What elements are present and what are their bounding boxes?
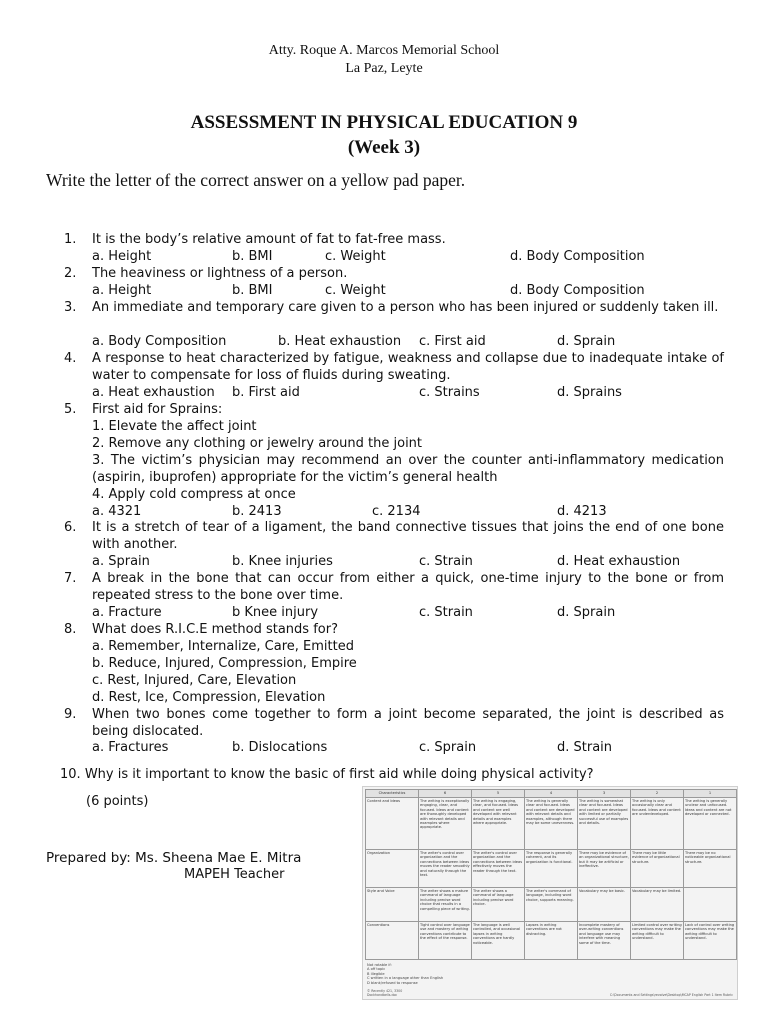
rubric-header-cell: 5 xyxy=(472,790,525,798)
choice-c: c. Weight xyxy=(325,283,386,298)
rubric-header-cell: Characteristics xyxy=(366,790,419,798)
rubric-cell: The writing is engaging, clear, and focused. Ideas and content are well developed with relevant details and examples where appropriate. xyxy=(472,798,525,850)
instruction-text: Write the letter of the correct answer on a yellow pad paper. xyxy=(46,170,466,190)
question-text: A break in the bone that can occur from either a quick, one-time injury to the bone or from repeated stress to the bone over time. xyxy=(92,571,724,603)
choice-b: b. BMI xyxy=(232,249,273,264)
choice-d: d. Body Composition xyxy=(510,249,645,264)
question-number: 9. xyxy=(64,707,77,722)
question-4 xyxy=(64,350,724,384)
question-text: When two bones come together to form a joint become separated, the joint is described as being dislocated. xyxy=(92,707,724,739)
rubric-header-cell: 1 xyxy=(684,790,737,798)
rubric-footer-left xyxy=(367,989,402,997)
choice-d: d. Strain xyxy=(557,740,613,755)
choice-a: a. Fractures xyxy=(92,740,169,755)
rubric-table-image xyxy=(362,786,738,1000)
choice-c: c. First aid xyxy=(419,334,486,349)
question-text: It is a stretch of tear of a ligament, the band connective tissues that joins the end of one bone with another. xyxy=(92,520,724,552)
rubric-note: C written in a language other than English xyxy=(367,976,444,981)
choice-a: a. Heat exhaustion xyxy=(92,385,215,400)
question-text: What does R.I.C.E method stands for? xyxy=(92,622,338,637)
question-8 xyxy=(64,621,724,638)
choice-c: c. 2134 xyxy=(372,504,421,519)
points-label: (6 points) xyxy=(86,794,149,809)
question-number: 7. xyxy=(64,571,77,586)
choice-c: c. Weight xyxy=(325,249,386,264)
question-9 xyxy=(64,706,724,740)
choice-a: a. 4321 xyxy=(92,504,142,519)
choice-b: b. 2413 xyxy=(232,504,282,519)
option-b: b. Reduce, Injured, Compression, Empire xyxy=(92,656,357,671)
teacher-role: MAPEH Teacher xyxy=(184,867,285,882)
rubric-cell: Limited control over writing conventions may make the writing difficult to understand. xyxy=(631,922,684,960)
choice-c: c. Strain xyxy=(419,554,473,569)
choice-b: b. First aid xyxy=(232,385,300,400)
rubric-cell: The writer's control over organization and the connections between ideas moves the reader smoothly and naturally through the text. xyxy=(419,850,472,888)
rubric-cell: Vocabulary may be limited. xyxy=(631,888,684,922)
rubric-cell: The writing is generally clear and focused. Ideas and content are developed with relevant details and examples, although there may be some unevenness. xyxy=(525,798,578,850)
rubric-cell: There may be evidence of an organizational structure, but it may be artificial or ineffective. xyxy=(578,850,631,888)
question-number: 4. xyxy=(64,351,77,366)
rubric-row xyxy=(366,798,737,850)
choice-c: c. Strains xyxy=(419,385,480,400)
option-a: a. Remember, Internalize, Care, Emitted xyxy=(92,639,354,654)
rubric-cell: There may be no noticeable organizational structure. xyxy=(684,850,737,888)
rubric-note: B illegible xyxy=(367,971,385,976)
question-7 xyxy=(64,570,724,604)
rubric-cell: The writing is somewhat clear and focused. Ideas and content are developed with limited or partially successful use of examples and details. xyxy=(578,798,631,850)
choice-d: d. Heat exhaustion xyxy=(557,554,681,569)
question-number: 2. xyxy=(64,266,77,281)
question-number: 10. xyxy=(60,767,81,782)
rubric-header-cell: 4 xyxy=(525,790,578,798)
choice-d: d. Body Composition xyxy=(510,283,645,298)
rubric-cell: Tight control over language use and mastery of writing conventions contribute to the effect of the response. xyxy=(419,922,472,960)
rubric-cell: Incomplete mastery of over-writing conventions and language use may interfere with meaning some of the time. xyxy=(578,922,631,960)
choice-a: a. Fracture xyxy=(92,605,162,620)
rubric-cell: The writer shows a mature command of language including precise word choice that results in a compelling piece of writing. xyxy=(419,888,472,922)
question-1 xyxy=(64,231,724,248)
question-number: 5. xyxy=(64,402,77,417)
choice-c: c. Strain xyxy=(419,605,473,620)
question-6 xyxy=(64,519,724,553)
choice-a: a. Height xyxy=(92,283,152,298)
choice-b: b. Knee injuries xyxy=(232,554,333,569)
step-4: 4. Apply cold compress at once xyxy=(92,487,296,502)
question-number: 8. xyxy=(64,622,77,637)
rubric-note: Not ratable if: xyxy=(367,963,392,967)
rubric-cell: The writer's control over organization and the connections between ideas effectively moves the reader through the text. xyxy=(472,850,525,888)
question-5 xyxy=(64,401,724,418)
choice-a: a. Sprain xyxy=(92,554,150,569)
rubric-cell xyxy=(684,888,737,922)
rubric-cell: Lapses in writing conventions are not distracting. xyxy=(525,922,578,960)
school-location: La Paz, Leyte xyxy=(345,61,423,76)
rubric-header-cell: 2 xyxy=(631,790,684,798)
rubric-cell: The writing is generally unclear and unfocused. Ideas and content are not developed or connected. xyxy=(684,798,737,850)
rubric-row xyxy=(366,922,737,960)
week-label: (Week 3) xyxy=(347,137,421,158)
question-3 xyxy=(64,299,724,316)
rubric-footer-line: © Recently 421, 3300 xyxy=(367,989,403,993)
question-text: First aid for Sprains: xyxy=(92,402,223,417)
step-3: 3. The victim’s physician may recommend an over the counter anti-inflammatory medication (aspirin, ibuprofen) appropriate for the victim’s general health xyxy=(92,453,724,485)
choice-b: b. BMI xyxy=(232,283,273,298)
step-1: 1. Elevate the affect joint xyxy=(92,419,257,434)
question-text: It is the body’s relative amount of fat to fat-free mass. xyxy=(92,232,446,247)
rubric-header-cell: 3 xyxy=(578,790,631,798)
option-c: c. Rest, Injured, Care, Elevation xyxy=(92,673,297,688)
step-2: 2. Remove any clothing or jewelry around the joint xyxy=(92,436,423,451)
rubric-cell: Vocabulary may be basic. xyxy=(578,888,631,922)
option-d: d. Rest, Ice, Compression, Elevation xyxy=(92,690,326,705)
question-10 xyxy=(60,766,594,783)
question-text: An immediate and temporary care given to a person who has been injured or suddenly taken ill. xyxy=(92,300,719,315)
rubric-cell: Lack of control over writing conventions may make the writing difficult to understand. xyxy=(684,922,737,960)
rubric-note: D blank/refused to response xyxy=(367,980,418,985)
rubric-cell: The writer's command of language, including word choice, supports meaning. xyxy=(525,888,578,922)
rubric-cell: Style and Voice xyxy=(366,888,419,922)
rubric-cell: The writing is only occasionally clear and focused. Ideas and content are underdeveloped. xyxy=(631,798,684,850)
rubric-cell: Content and Ideas xyxy=(366,798,419,850)
question-number: 3. xyxy=(64,300,77,315)
rubric-row xyxy=(366,850,737,888)
school-name: Atty. Roque A. Marcos Memorial School xyxy=(268,43,500,58)
choice-b: b. Dislocations xyxy=(232,740,328,755)
rubric-footer-right: C:\Documents and Settings\revolve\Desktop\MCAP English Part 1 Item Rubric xyxy=(609,993,733,997)
question-2 xyxy=(64,265,724,282)
rubric-cell: The writer shows a command of language including precise word choice. xyxy=(472,888,525,922)
rubric-row xyxy=(366,888,737,922)
rubric-header-row xyxy=(366,790,737,798)
choice-d: d. Sprain xyxy=(557,334,616,349)
rubric-footer-line: Dockhandbells.doc xyxy=(367,993,398,997)
choice-b: b. Heat exhaustion xyxy=(278,334,402,349)
choice-d: d. Sprains xyxy=(557,385,622,400)
prepared-by: Prepared by: Ms. Sheena Mae E. Mitra xyxy=(46,850,302,866)
rubric-cell: Conventions xyxy=(366,922,419,960)
rubric-table xyxy=(365,789,737,960)
rubric-cell: There may be little evidence of organizational structure. xyxy=(631,850,684,888)
choice-b: b Knee injury xyxy=(232,605,319,620)
rubric-header-cell: 6 xyxy=(419,790,472,798)
question-text: Why is it important to know the basic of first aid while doing physical activity? xyxy=(84,767,594,782)
rubric-cell: The language is well controlled, and occasional lapses in writing conventions are hardly noticeable. xyxy=(472,922,525,960)
rubric-cell: Organization xyxy=(366,850,419,888)
question-text: A response to heat characterized by fatigue, weakness and collapse due to inadequate intake of water to compensate for loss of fluids during sweating. xyxy=(92,351,724,383)
rubric-cell: The writing is exceptionally engaging, clear, and focused. Ideas and content are thoroughly developed with relevant details and examples where appropriate. xyxy=(419,798,472,850)
choice-a: a. Body Composition xyxy=(92,334,227,349)
question-number: 6. xyxy=(64,520,77,535)
rubric-notes xyxy=(367,963,443,985)
rubric-cell: The response is generally coherent, and its organization is functional. xyxy=(525,850,578,888)
choice-d: d. 4213 xyxy=(557,504,607,519)
choice-a: a. Height xyxy=(92,249,152,264)
question-text: The heaviness or lightness of a person. xyxy=(92,266,348,281)
choice-d: d. Sprain xyxy=(557,605,616,620)
choice-c: c. Sprain xyxy=(419,740,477,755)
page-title: ASSESSMENT IN PHYSICAL EDUCATION 9 xyxy=(190,112,578,133)
question-number: 1. xyxy=(64,232,77,247)
rubric-note: A off topic xyxy=(367,967,386,972)
